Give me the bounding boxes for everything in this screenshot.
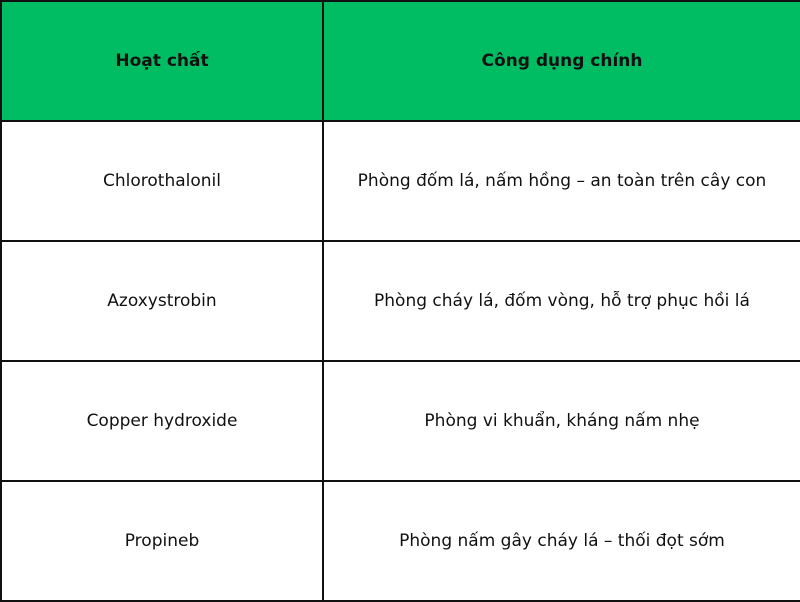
table-row xyxy=(1,121,800,241)
table-row xyxy=(1,361,800,481)
table-row xyxy=(1,481,800,601)
main-use-cell: Phòng nấm gây cháy lá – thối đọt sớm xyxy=(323,481,800,601)
active-ingredient-cell: Propineb xyxy=(1,481,323,601)
table-row xyxy=(1,241,800,361)
table-header-row xyxy=(1,1,800,121)
column-header-main-use: Công dụng chính xyxy=(323,1,800,121)
main-use-cell: Phòng vi khuẩn, kháng nấm nhẹ xyxy=(323,361,800,481)
main-use-cell: Phòng cháy lá, đốm vòng, hỗ trợ phục hồi lá xyxy=(323,241,800,361)
column-header-active-ingredient: Hoạt chất xyxy=(1,1,323,121)
active-ingredient-cell: Azoxystrobin xyxy=(1,241,323,361)
main-use-cell: Phòng đốm lá, nấm hồng – an toàn trên cây con xyxy=(323,121,800,241)
active-ingredient-cell: Copper hydroxide xyxy=(1,361,323,481)
active-ingredient-cell: Chlorothalonil xyxy=(1,121,323,241)
